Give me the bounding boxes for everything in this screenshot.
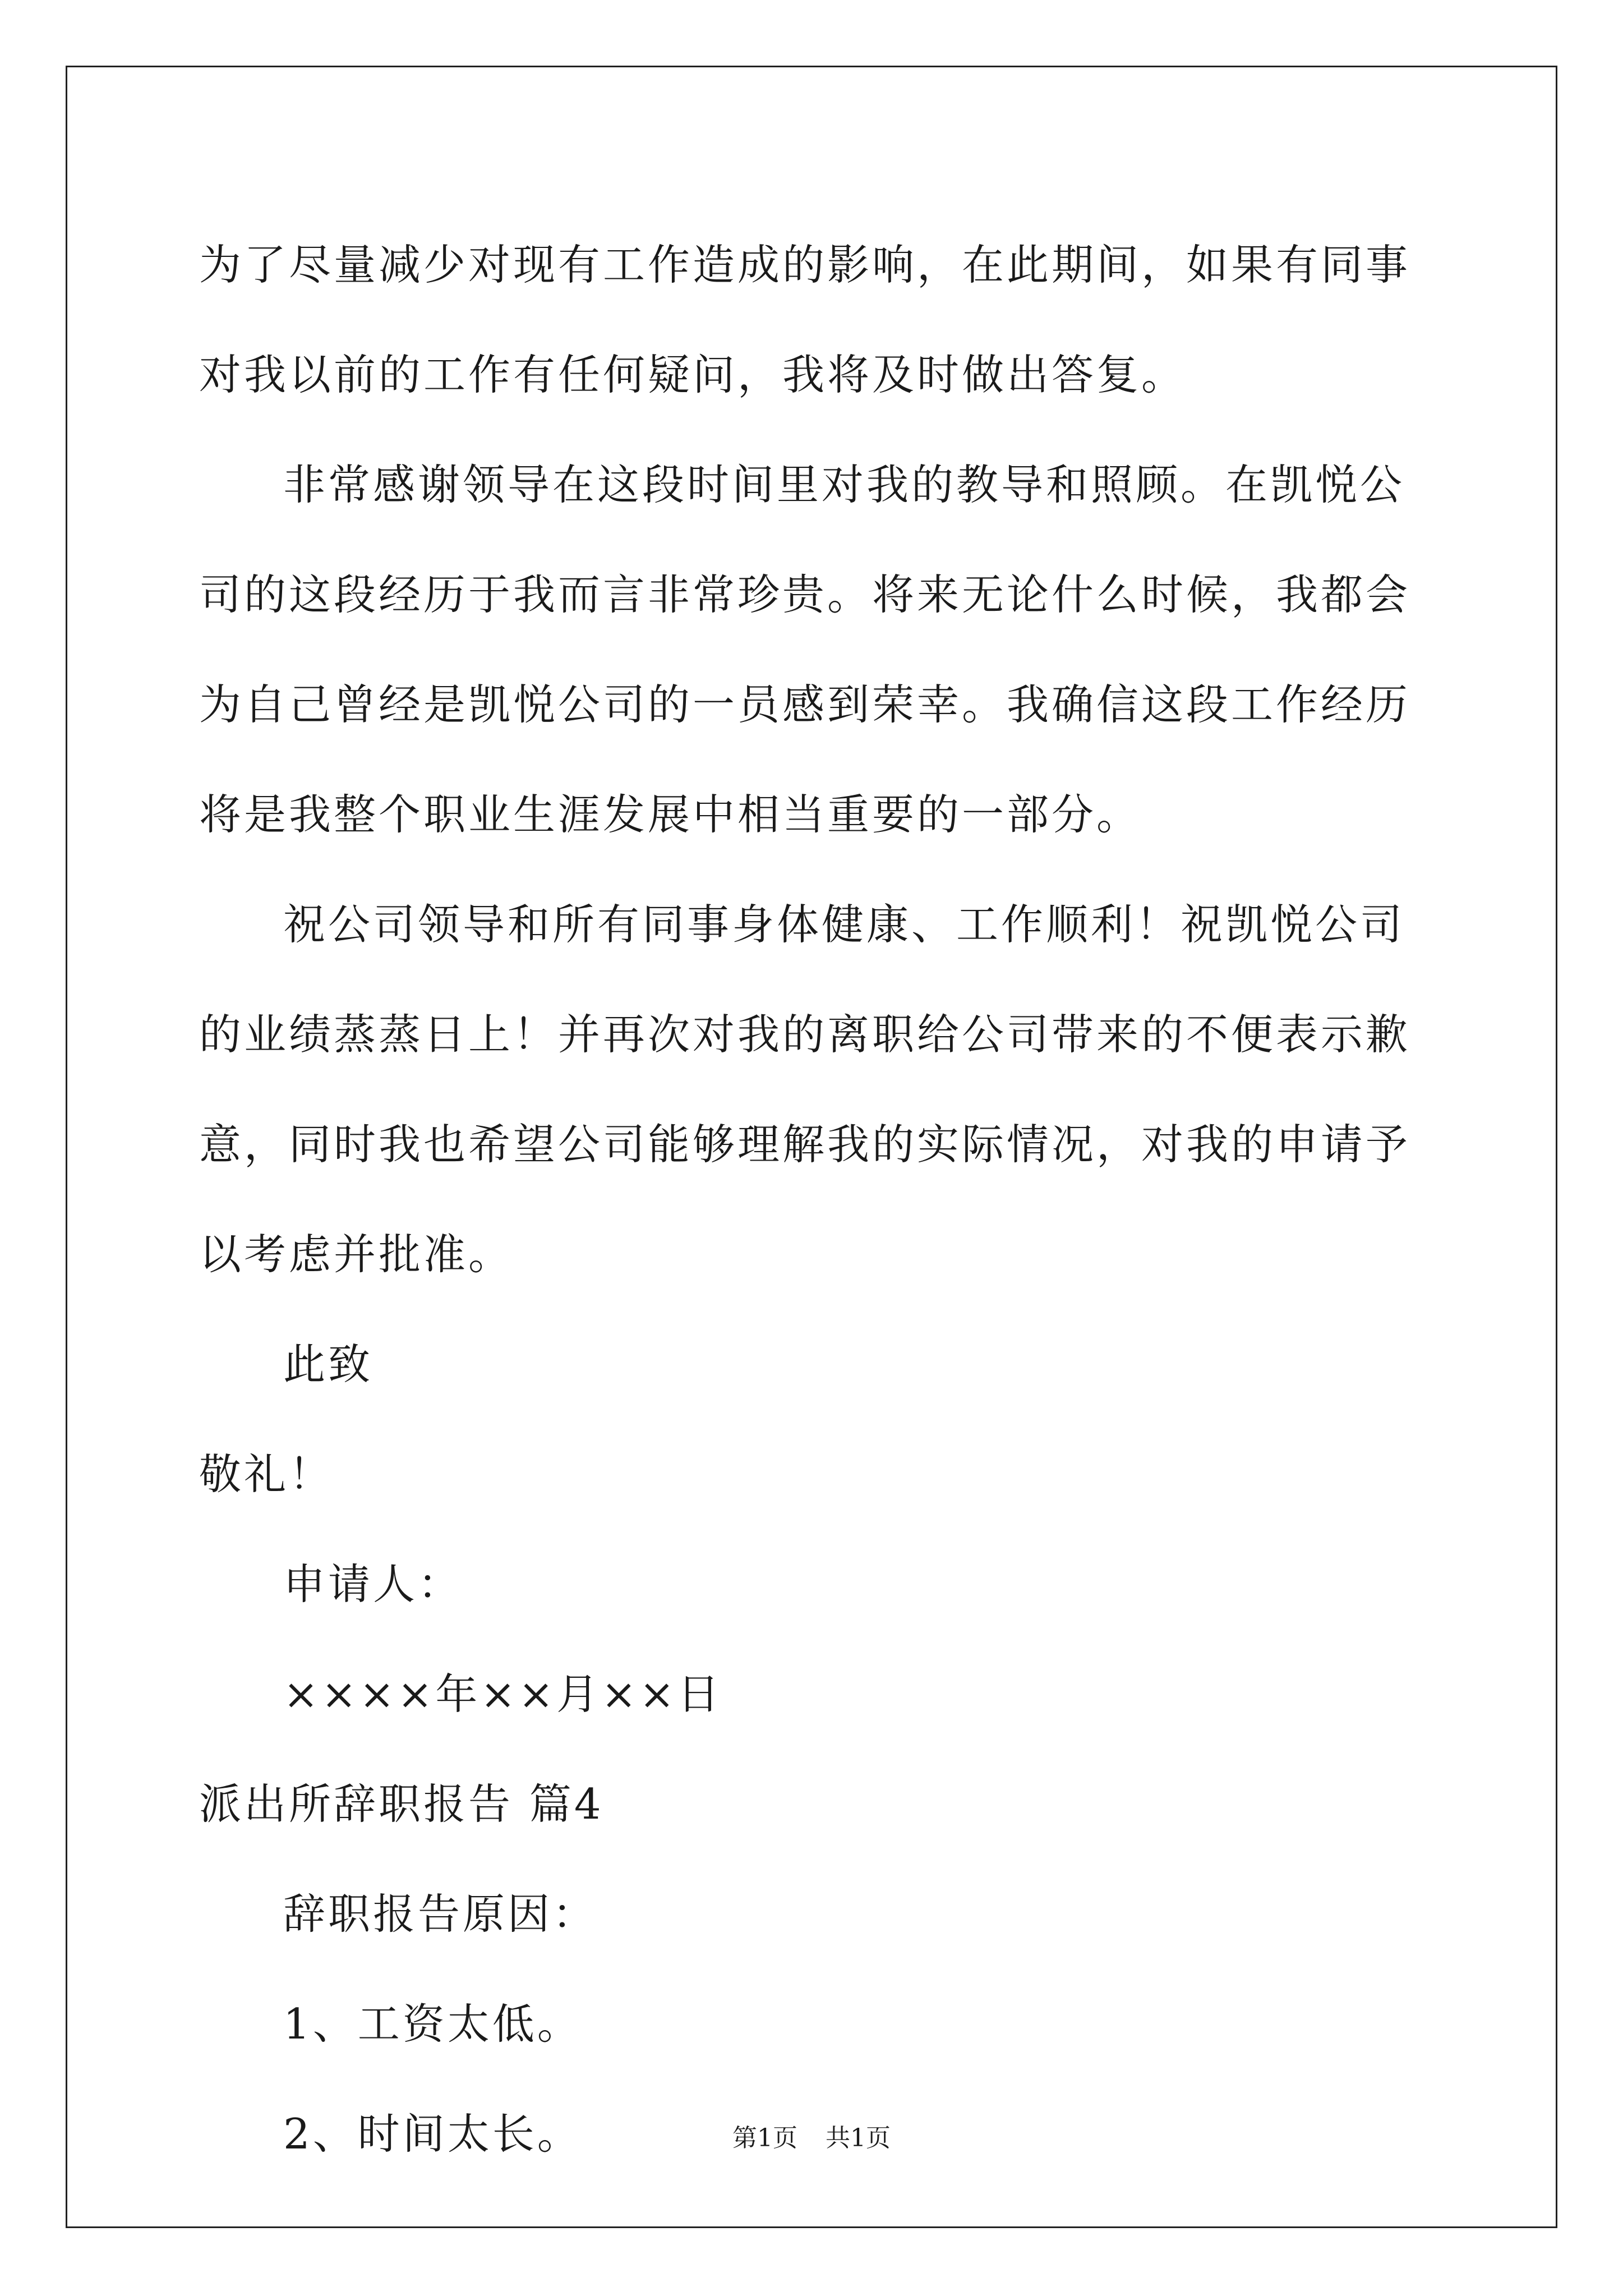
paragraph-3: 祝公司领导和所有同事身体健康、工作顺利！祝凯悦公司的业绩蒸蒸日上！并再次对我的离职给公司带来的不便表示歉意，同时我也希望公司能够理解我的实际情况，对我的申请予以考虑并批准。 [199,900,1411,1279]
closing-salutation: 此致 [283,1340,374,1389]
document-body [199,210,1428,2189]
section-title: 派出所辞职报告 篇4 [199,1779,604,1829]
page-number-total: 共1页 [826,2124,891,2152]
closing-respect: 敬礼！ [199,1450,334,1499]
date-line: ××××年××月××日 [283,1669,722,1719]
page-footer [0,2122,1623,2155]
reason-item-1: 1、工资太低。 [283,1999,582,2049]
paragraph-2: 非常感谢领导在这段时间里对我的教导和照顾。在凯悦公司的这段经历于我而言非常珍贵。将来无论什么时候，我都会为自己曾经是凯悦公司的一员感到荣幸。我确信这段工作经历将是我整个职业生涯发展中相当重要的一部分。 [199,460,1411,839]
reasons-heading: 辞职报告原因： [283,1889,598,1939]
paragraph-1: 为了尽量减少对现有工作造成的影响，在此期间，如果有同事对我以前的工作有任何疑问，我将及时做出答复。 [199,240,1411,399]
reason-item-2: 2、时间太长。 [283,2109,582,2159]
page-number-current: 第1页 [732,2124,797,2152]
applicant-label: 申请人： [283,1559,463,1609]
